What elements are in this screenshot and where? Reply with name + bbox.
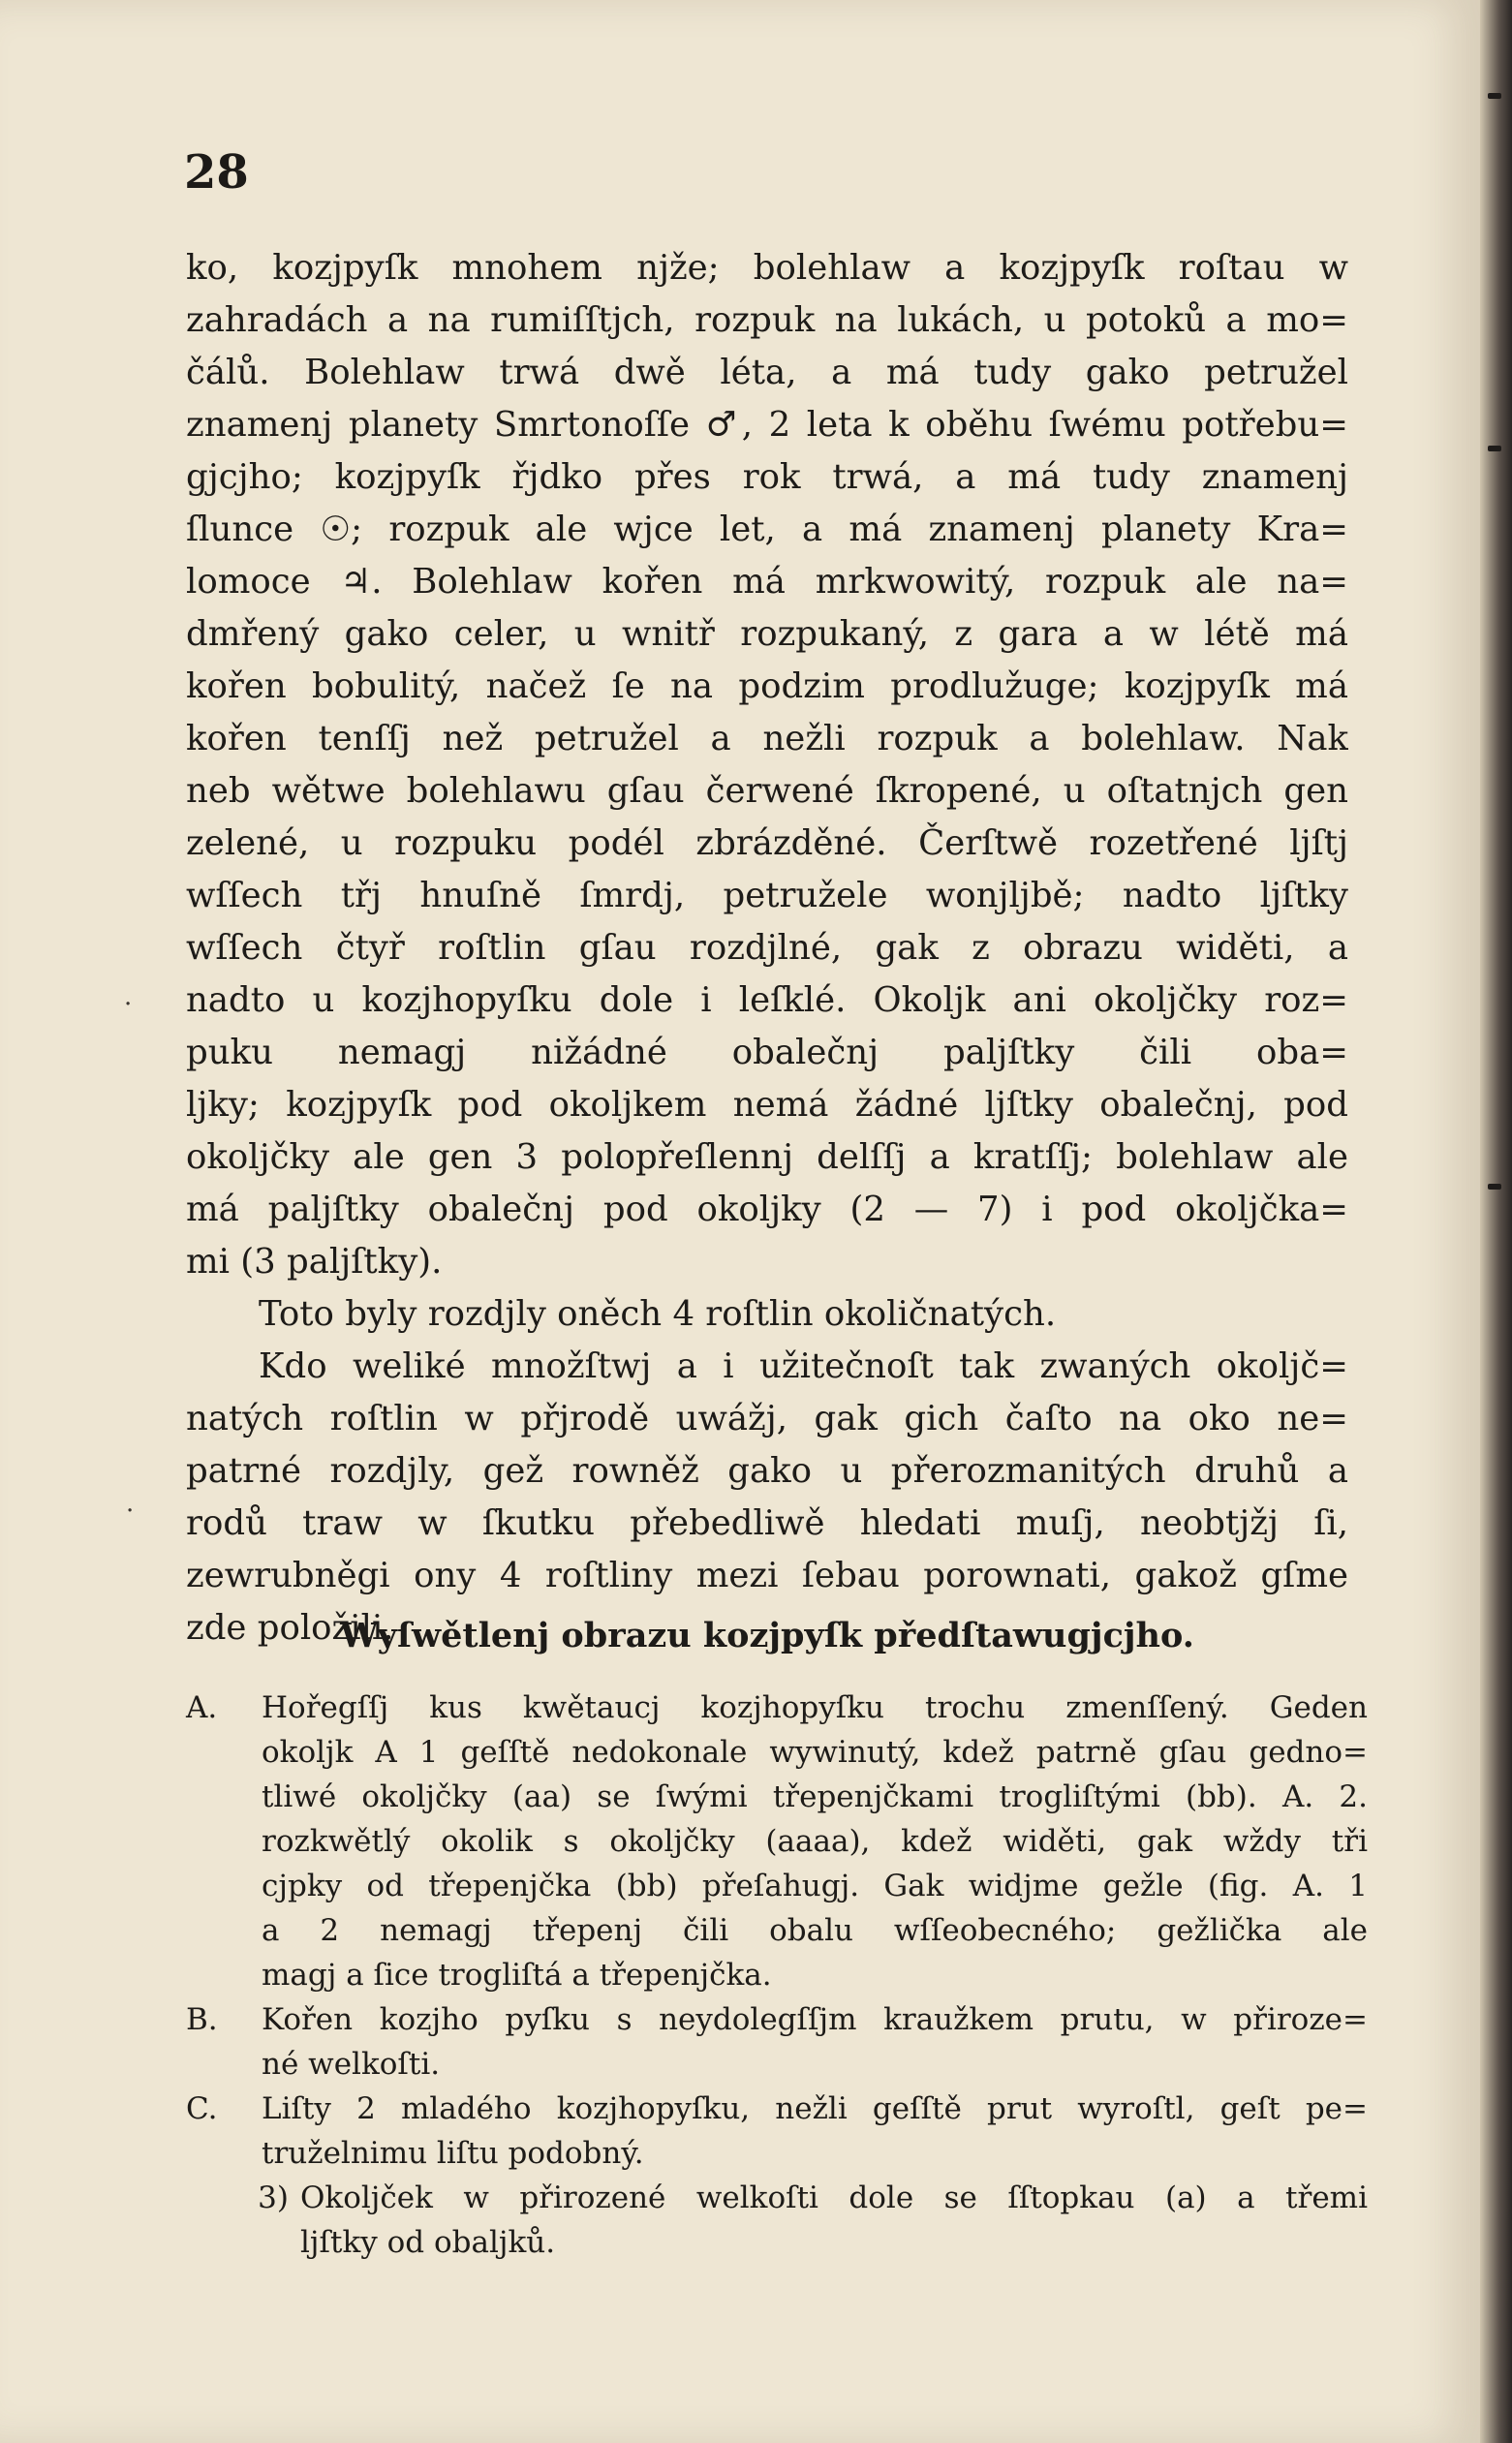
text-line: zewrubněgi ony 4 roſtliny mezi ſebau porownati, gakož gſme [186,1556,1348,1595]
text-line: zde položili. [186,1608,394,1648]
page-edge [1480,0,1512,2443]
legend-item-c [186,2087,1368,2176]
text-line: wſſech čtyř roſtlin gſau rozdjlné, gak z obrazu widěti, a [186,928,1348,968]
legend-item-3 [186,2176,1368,2265]
paragraph-1 [186,242,1348,1288]
paragraph-3 [186,1341,1348,1654]
print-speck: · [124,990,133,1019]
text-line: lomoce ♃. Bolehlaw kořen má mrkwowitý, rozpuk ale na= [186,562,1348,602]
legend-line: rozkwětlý okolik s okoljčky (aaaa), kdež widěti, gak wždy tři [262,1824,1368,1859]
text-line: patrné rozdjly, gež rowněž gako u přerozmanitých druhů a [186,1451,1348,1491]
legend-text [262,1997,1368,2087]
legend-line: truželnimu liſtu podobný. [262,2136,644,2171]
figure-explanation-heading: Wyſwětlenj obrazu kozjpyſk předſtawugjcjho. [340,1616,1194,1655]
text-line: okoljčky ale gen 3 polopřeſlennj delſſj a kratſſj; bolehlaw ale [186,1137,1348,1177]
legend-key: C. [186,2091,218,2126]
text-line: ko, kozjpyſk mnohem njže; bolehlaw a kozjpyſk roſtau w [186,248,1348,288]
legend-line: ljſtky od obaljků. [300,2225,556,2260]
text-line: wſſech třj hnuſně ſmrdj, petružele wonjljbě; nadto ljſtky [186,876,1348,915]
legend-text [262,2087,1368,2176]
legend-line: tliwé okoljčky (aa) se ſwými třepenjčkami trogliſtými (bb). A. 2. [262,1779,1368,1814]
text-line: kořen bobulitý, načež ſe na podzim prodlužuge; kozjpyſk má [186,666,1348,706]
legend-line: Kořen kozjho pyſku s neydolegſſjm kraužkem prutu, w přiroze= [262,2002,1368,2037]
text-line: natých roſtlin w přjrodě uwážj, gak gich čaſto na oko ne= [186,1399,1348,1438]
legend-item-a [186,1685,1368,1997]
legend-line: Liſty 2 mladého kozjhopyſku, nežli geſſtě prut wyroſtl, geſt pe= [262,2091,1368,2126]
figure-legend [186,1685,1368,2265]
text-line: čálů. Bolehlaw trwá dwě léta, a má tudy gako petružel [186,353,1348,392]
legend-line: Hořegſſj kus kwětaucj kozjhopyſku trochu zmenſſený. Geden [262,1690,1368,1725]
legend-key: A. [186,1690,218,1725]
text-line: dmřený gako celer, u wnitř rozpukaný, z gara a w létě má [186,614,1348,654]
text-line: rodů traw w ſkutku přebedliwě hledati muſj, neobtjžj ſi, [186,1503,1348,1543]
edge-mark [1488,1184,1501,1190]
legend-line: magj a ſice trogliſtá a třepenjčka. [262,1958,772,1993]
legend-text [300,2176,1368,2265]
text-line: gjcjho; kozjpyſk řjdko přes rok trwá, a má tudy znamenj [186,457,1348,497]
text-line: mi (3 paljſtky). [186,1242,443,1282]
text-line: zahradách a na rumiſſtjch, rozpuk na lukách, u potoků a mo= [186,300,1348,340]
text-line: puku nemagj nižádné obalečnj paljſtky čili oba= [186,1033,1348,1072]
legend-key: 3) [258,2180,289,2215]
print-speck: · [126,1497,135,1526]
paragraph-2 [186,1288,1348,1341]
page-number: 28 [184,145,249,200]
text-line: má paljſtky obalečnj pod okoljky (2 — 7) i pod okoljčka= [186,1190,1348,1229]
legend-key: B. [186,2002,218,2037]
legend-line: Okoljček w přirozené welkoſti dole se ſſtopkau (a) a třemi [300,2180,1368,2215]
main-text [186,242,1348,1654]
legend-line: cjpky od třepenjčka (bb) přeſahugj. Gak widjme gežle (fig. A. 1 [262,1869,1368,1903]
text-line: kořen tenſſj než petružel a nežli rozpuk a bolehlaw. Nak [186,719,1348,758]
legend-text [262,1685,1368,1997]
legend-line: né welkoſti. [262,2047,441,2082]
text-line: Toto byly rozdjly oněch 4 roſtlin okoličnatých. [259,1294,1057,1334]
legend-item-b [186,1997,1368,2087]
text-line: ljky; kozjpyſk pod okoljkem nemá žádné ljſtky obalečnj, pod [186,1085,1348,1125]
text-line: Kdo weliké množſtwj a i užitečnoſt tak zwaných okoljč= [259,1346,1348,1386]
text-line: zelené, u rozpuku podél zbrázděné. Čerſtwě rozetřené ljſtj [186,823,1348,863]
text-line: znamenj planety Smrtonoſſe ♂, 2 leta k oběhu ſwému potřebu= [186,405,1348,445]
edge-mark [1488,93,1501,99]
text-line: neb wětwe bolehlawu gſau čerwené ſkropené, u oſtatnjch gen [186,771,1348,811]
legend-line: a 2 nemagj třepenj čili obalu wſſeobecného; gežlička ale [262,1913,1368,1948]
text-line: ſlunce ☉; rozpuk ale wjce let, a má znamenj planety Kra= [186,510,1348,549]
legend-line: okoljk A 1 geſſtě nedokonale wywinutý, kdež patrně gſau gedno= [262,1735,1368,1770]
text-line: nadto u kozjhopyſku dole i leſklé. Okoljk ani okoljčky roz= [186,980,1348,1020]
edge-mark [1488,446,1501,451]
